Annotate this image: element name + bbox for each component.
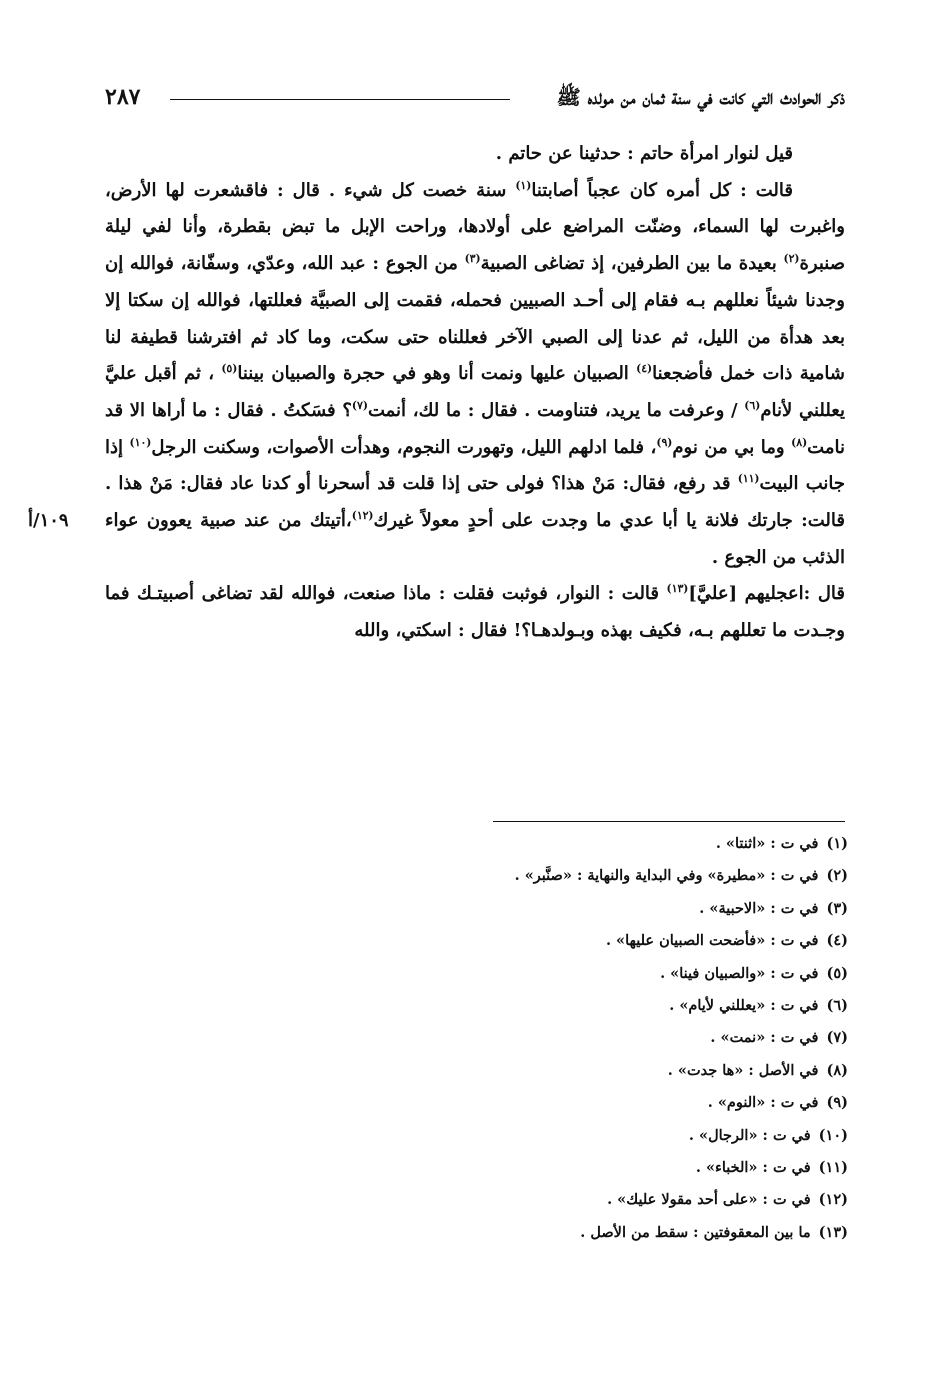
folio-margin-note: ١٠٩/أ [28,510,69,531]
footnote-number: (٢) [826,867,848,885]
running-header [105,80,845,116]
footnote-text: في ت : «النوم» . [707,1094,819,1112]
text-run: بعيدة ما بين الطرفين، إذ تضاغى الصبية [480,253,784,275]
text-run: من الجوع : عبد الله، وعدّي، وسفّانة، فوالله إن وجدنا شيئاً نعللهم بـه فقام إلى أحـد الصبيين فحمله، فقمت إلى الصبيَّة فعللتها، فوالله إن سكتا إلا بعد هدأة من الليل، ثم عدنا إلى الصبي الآخر فعللناه حتى سكت، وما كاد ثم افترشنا قطيفة لنا شامية ذات خمل فأضجعنا [105,253,846,385]
page-number: ٢٨٧ [105,84,141,110]
footnote-ref: (١١) [737,472,760,486]
footnote-number: (١١) [818,1159,848,1177]
main-text [105,136,845,650]
footnote-ref: (١٣) [666,582,689,596]
footnote-text: ما بين المعقوفتين : سقط من الأصل . [580,1223,811,1241]
paragraph-2 [105,173,845,577]
footnote-text: في ت : «مطيرة» وفي البداية والنهاية : «صنَّبر» . [514,867,819,885]
footnote-number: (٨) [826,1061,848,1079]
text-run: الصبيان عليها ونمت أنا وهو في حجرة والصبيان بيننا [237,363,637,385]
text-run: وما بي من نوم [672,436,792,458]
footnote-text: في ت : «الخباء» . [695,1159,811,1177]
footnote-number: (٥) [826,964,848,982]
text-run: قالت : النوار، فوثبت فقلت : ماذا صنعت، فوالله لقد تضاغى أصبيتـك فما وجـدت ما تعللهم بـه، فكيف بهذه وبـولدهـا؟! فقال : اسكتي، والله [105,583,845,642]
footnote-number: (٩) [826,1094,848,1112]
footnote-number: (١) [826,835,848,852]
footnote-number: (٧) [826,1029,848,1047]
text-run: / وعرفت ما يريد، فتناومت . فقال : ما لك، أنمت [367,399,745,421]
footnote-rule [493,821,845,822]
text-run: إذا جانب البيت [105,436,845,495]
text-run: ،أتيتك من عند صبية يعوون عواء الذئب من الجوع . [105,510,845,568]
footnote [300,1022,848,1054]
footnote-text: في ت : «على أحد مقولا عليك» . [607,1191,811,1209]
footnote [300,828,848,860]
footnote [300,1152,848,1184]
footnote [300,893,848,925]
footnote-text: في ت : «نمت» . [710,1029,819,1047]
footnote-text: في ت : «اثنتا» . [715,835,819,852]
paragraph-1: قيل لنوار امرأة حاتم : حدثينا عن حاتم . [495,143,793,164]
footnote [300,1087,848,1119]
footnote-ref: (٣) [464,252,481,266]
footnote-ref: (١) [515,178,532,192]
footnote [300,990,848,1022]
footnote [300,1120,848,1152]
text-run: قالت : كل أمره كان عجباً أصابتنا [531,179,793,201]
footnote [300,958,848,990]
header-title: ذكر الحوادث التي كانت في سنة ثمان من مولده ﷺ [556,85,845,109]
footnote-text: في ت : «يعللني لأيام» . [669,997,819,1015]
text-run: ؟ فسَكتُ . فقال : ما أراها الا قد نامت [105,399,845,458]
footnote-ref: (٩) [656,435,673,449]
text-run: قال :اعجليهم [عليَّ] [688,583,845,605]
footnote-number: (٤) [826,932,848,950]
footnote-text: في الأصل : «ها جدت» . [667,1061,819,1079]
footnote-text: في ت : «فأضحت الصبيان عليها» . [605,932,819,950]
footnote-text: في ت : «الاحبية» . [699,899,819,917]
footnote-number: (٣) [826,899,848,917]
footnote-text: في ت : «الرجال» . [688,1126,811,1144]
footnote-ref: (٥) [221,362,238,376]
text-run: قد رفع، فقال: مَنْ هذا؟ فولى حتى إذا قلت قد أسحرنا أو كدنا عاد فقال: مَنْ هذا . قالت: جارتك فلانة يا أبا عدي ما وجدت على أحدٍ معولاً غيرك [105,473,845,532]
footnotes [300,828,848,1249]
header-rule [170,99,510,100]
paragraph-3 [105,576,845,649]
footnote-ref: (٨) [791,435,808,449]
footnote-ref: (١٠) [129,435,152,449]
footnote [300,1184,848,1216]
footnote-number: (١٣) [818,1223,848,1241]
footnote-text: في ت : «والصبيان فينا» . [660,964,819,982]
text-run: سنة خصت كل شيء . قال : فاقشعرت لها الأرض، واغبرت لها السماء، وضنّت المراضع على أولادها، وراحت الإبل ما تبض بقطرة، وأنا لفي ليلة صنبرة [105,179,846,275]
text-run: ، فلما ادلهم الليل، وتهورت النجوم، وهدأت الأصوات، وسكنت الرجل [151,436,657,458]
footnote-ref: (٦) [744,398,761,412]
footnote [300,860,848,892]
footnote-number: (٦) [826,997,848,1015]
footnote-ref: (١٢) [351,509,374,523]
footnote [300,1055,848,1087]
footnote [300,925,848,957]
footnote-ref: (٧) [351,398,368,412]
footnote-ref: (٢) [783,252,800,266]
footnote [300,1217,848,1249]
footnote-number: (١٢) [818,1191,848,1209]
text-run: ، ثم أقبل عليَّ يعللني لأنام [105,363,846,421]
footnote-ref: (٤) [636,362,653,376]
footnote-number: (١٠) [818,1126,848,1144]
